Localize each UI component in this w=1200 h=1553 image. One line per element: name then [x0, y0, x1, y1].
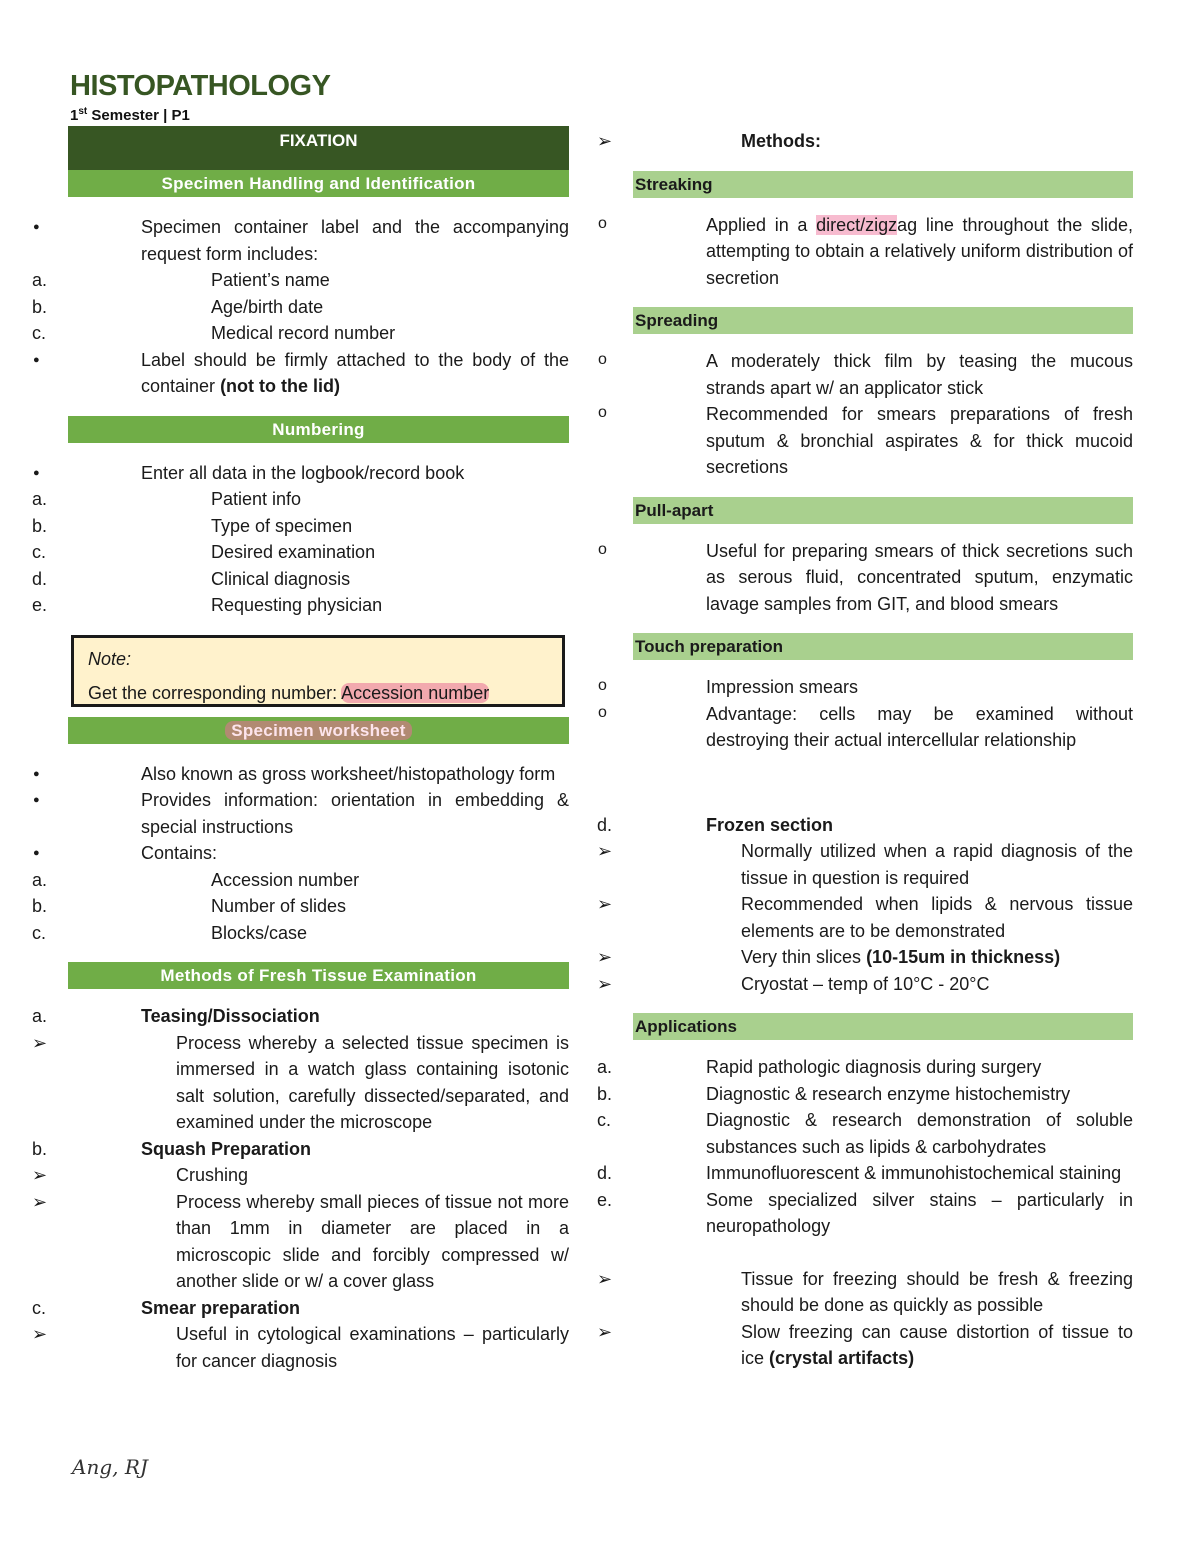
list-item: o Impression smears: [633, 674, 1133, 701]
list-item: b. Diagnostic & research enzyme histochemistry: [597, 1083, 1071, 1104]
list-item: b. Age/birth date: [32, 296, 324, 317]
list-item: ● Provides information: orientation in embedding & special instructions: [68, 787, 569, 840]
list-item: b. Number of slides: [32, 896, 347, 916]
list-item: c. Desired examination: [32, 542, 376, 562]
note-box: [71, 635, 565, 707]
list-item: ➢ Cryostat – temp of 10°C - 20°C: [633, 971, 1133, 998]
list-item: e. Requesting physician: [32, 595, 383, 615]
left-column: [32, 126, 569, 1374]
list-item: o Advantage: cells may be examined without destroying their actual intercellular relationship: [633, 701, 1133, 754]
list-item: o Recommended for smears preparations of fresh sputum & bronchial aspirates & for thick mucoid secretions: [633, 401, 1133, 481]
list-item: e. Some specialized silver stains – particularly in neuropathology: [597, 1189, 1133, 1236]
document-title: HISTOPATHOLOGY: [70, 70, 331, 102]
section-header-streaking: Streaking: [633, 171, 1133, 198]
list-item: ➢ Process whereby small pieces of tissue not more than 1mm in diameter are placed in a microscopic slide and forcibly compressed w/ another slide or w/ a cover glass: [68, 1189, 569, 1295]
fixation-header: FIXATION: [68, 126, 569, 170]
highlight: direct/zigz: [816, 214, 898, 235]
list-item: b. Squash Preparation: [32, 1138, 312, 1159]
list-item: ➢ Very thin slices (10-15um in thickness): [633, 944, 1133, 971]
list-item: o Applied in a direct/zigzag line throughout the slide, attempting to obtain a relatively uniform distribution of secretion: [633, 212, 1133, 292]
list-item: a. Patient info: [32, 489, 302, 509]
author-signature: Ang, RJ: [72, 1455, 148, 1479]
list-item: ➢ Crushing: [68, 1162, 569, 1189]
section-header-touch-preparation: Touch preparation: [633, 633, 1133, 660]
list-item: b. Type of specimen: [32, 515, 353, 536]
list-item: a. Rapid pathologic diagnosis during surgery: [597, 1057, 1042, 1077]
section-header-methods: Methods of Fresh Tissue Examination: [68, 962, 569, 989]
list-item: d. Clinical diagnosis: [32, 568, 351, 589]
list-item: ➢ Methods:: [633, 128, 1133, 155]
list-item: ● Specimen container label and the accompanying request form includes:: [68, 214, 569, 267]
list-item: a. Accession number: [32, 869, 360, 890]
list-item: ➢ Recommended when lipids & nervous tissue elements are to be demonstrated: [633, 891, 1133, 944]
section-header-specimen-handling: Specimen Handling and Identification: [68, 170, 569, 197]
list-item: d. Frozen section: [597, 814, 834, 835]
list-item: c. Diagnostic & research demonstration of soluble substances such as lipids & carbohydrates: [597, 1110, 1133, 1157]
list-item: ● Enter all data in the logbook/record book: [68, 460, 569, 487]
section-header-spreading: Spreading: [633, 307, 1133, 334]
list-item: ➢ Tissue for freezing should be fresh & freezing should be done as quickly as possible: [633, 1266, 1133, 1319]
list-item: ➢ Useful in cytological examinations – particularly for cancer diagnosis: [68, 1321, 569, 1374]
list-item: ➢ Slow freezing can cause distortion of tissue to ice (crystal artifacts): [633, 1319, 1133, 1372]
list-item: ➢ Process whereby a selected tissue specimen is immersed in a watch glass containing isotonic salt solution, carefully dissected/separated, and examined under the microscope: [68, 1030, 569, 1136]
list-item: ● Also known as gross worksheet/histopathology form: [68, 761, 569, 788]
list-item: a. Patient’s name: [32, 270, 330, 290]
section-header-specimen-worksheet: Specimen worksheet: [68, 717, 569, 744]
list-item: ➢ Normally utilized when a rapid diagnosis of the tissue in question is required: [633, 838, 1133, 891]
list-item: ● Label should be firmly attached to the body of the container (not to the lid): [68, 347, 569, 400]
semester-label: 1st Semester | P1: [70, 106, 190, 124]
list-item: ● Contains:: [68, 840, 569, 867]
list-item: c. Blocks/case: [32, 922, 308, 943]
right-column: [597, 126, 1133, 1372]
note-text: Get the corresponding number: Accession number: [88, 683, 490, 703]
list-item: c. Smear preparation: [32, 1297, 301, 1318]
note-title: Note:: [88, 648, 132, 669]
list-item: o Useful for preparing smears of thick secretions such as serous fluid, concentrated sputum, enzymatic lavage samples from GIT, and blood smears: [633, 538, 1133, 618]
section-header-pull-apart: Pull-apart: [633, 497, 1133, 524]
list-item: o A moderately thick film by teasing the mucous strands apart w/ an applicator stick: [633, 348, 1133, 401]
section-header-numbering: Numbering: [68, 416, 569, 443]
list-item: a. Teasing/Dissociation: [32, 1006, 320, 1026]
section-header-applications: Applications: [633, 1013, 1133, 1040]
list-item: c. Medical record number: [32, 323, 396, 343]
list-item: d. Immunofluorescent & immunohistochemical staining: [597, 1163, 1122, 1183]
highlight: Accession number: [341, 683, 490, 703]
